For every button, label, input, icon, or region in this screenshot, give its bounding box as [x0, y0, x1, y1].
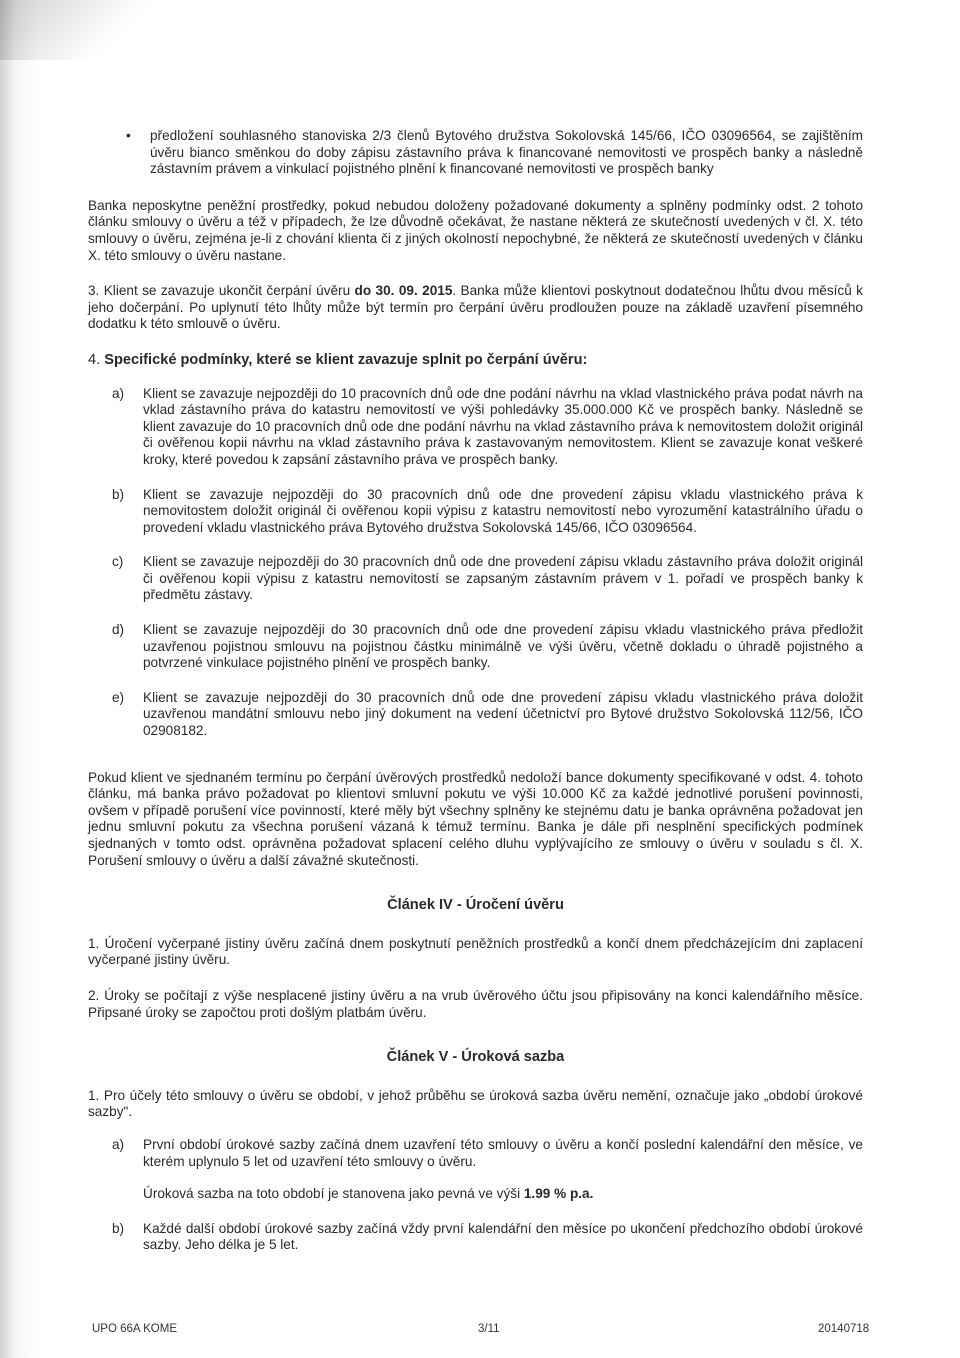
bullet-item — [88, 128, 863, 178]
item-label: e) — [112, 689, 125, 705]
point-3-text-start: 3. Klient se zavazuje ukončit čerpání úvěru — [88, 283, 355, 299]
rate-text: Úroková sazba na toto období je stanovena jako pevná ve výši — [143, 1186, 524, 1202]
paragraph-pokud: Pokud klient ve sjednaném termínu po čerpání úvěrových prostředků nedoloží bance dokumenty specifikované v odst. 4. tohoto článku, má banka právo požadovat po klientovi smluvní pokutu ve výši 10.000 Kč za každé jednotlivé porušení povinnosti, ovšem v případě porušení více povinností, které měly být všechny splněny ke stejnému datu je banka oprávněna požadovat jen jednu smluvní pokutu za všechna porušení vázaná k témuž termínu. Banka je dále při nesplnění specifických podmínek sjednaných v tomto odst. oprávněna požadovat splacení celého dluhu vyplývajícího ze smlouvy o úvěru v souladu s čl. X. Porušení smlouvy o úvěru a další závažné skutečnosti. — [88, 769, 863, 868]
item-text: Klient se zavazuje nejpozději do 10 pracovních dnů ode dne podání návrhu na vklad vlastnického práva podat návrh na vklad zástavního práva do katastru nemovitostí ve výši pohledávky 35.000.000 Kč ve prospěch banky. Následně se klient zavazuje do 10 pracovních dnů ode dne podání návrhu na vklad zástavního práva k nemovitostem doložit originál či ověřenou kopii návrhu na vklad zástavního práva k zastavovaným nemovitostem. Klient se zavazuje konat veškeré kroky, které povedou k zapsání zástavního práva ve prospěch banky. — [143, 385, 863, 467]
point-4-title: Specifické podmínky, které se klient zavazuje splnit po čerpání úvěru: — [104, 351, 588, 368]
article-5-title: Článek V - Úroková sazba — [386, 1049, 565, 1066]
scan-corner-shadow — [0, 0, 160, 60]
interest-rate-note — [88, 1186, 863, 1203]
item-label: a) — [112, 1136, 125, 1152]
bullet-dot-icon: • — [126, 128, 131, 143]
article-5-item-b — [88, 1221, 863, 1254]
footer-date: 20140718 — [818, 1323, 870, 1335]
item-label: d) — [112, 622, 125, 638]
article-5-item-a — [88, 1137, 863, 1170]
point-3-deadline: do 30. 09. 2015 — [354, 283, 453, 299]
point-4-heading — [88, 352, 863, 369]
article-4-point-1: 1. Úročení vyčerpané jistiny úvěru začíná dnem poskytnutí peněžních prostředků a končí dnem předcházejícím dni zaplacení vyčerpané jistiny úvěru. — [88, 935, 863, 968]
paragraph-banka: Banka neposkytne peněžní prostředky, pokud nebudou doloženy požadované dokumenty a splněny podmínky odst. 2 tohoto článku smlouvy o úvěru a též v případech, že lze důvodně očekávat, že nastane některá ze skutečností uvedených v čl. X. této smlouvy o úvěru, zejména je-li z chování klienta či z jiných okolností nepochybné, že některá ze skutečností uvedených v článku X. této smlouvy o úvěru nastane. — [88, 197, 863, 263]
item-text: Klient se zavazuje nejpozději do 30 pracovních dnů ode dne provedení zápisu vkladu zástavního práva doložit originál či ověřenou kopii výpisu z katastru nemovitostí se zapsaným zástavním právem v 1. pořadí ve prospěch banky k předmětu zástavy. — [143, 554, 863, 603]
bullet-text: předložení souhlasného stanoviska 2/3 členů Bytového družstva Sokolovská 145/66, IČO 03096564, se zajištěním úvěru bianco směnkou do doby zápisu zástavního práva k financované nemovitosti ve prospěch banky a následně zástavním právem a vinkulací pojistného plnění k financované nemovitosti ve prospěch banky — [150, 128, 863, 177]
condition-item-e — [88, 690, 863, 740]
item-label: b) — [112, 486, 125, 502]
point-3-text-end: . Banka může klientovi poskytnout dodatečnou lhůtu dvou měsíců k jeho dočerpání. Po uplynutí této lhůty může být termín pro čerpání úvěru prodloužen pouze na základě uzavření písemného dodatku k této smlouvě o úvěru. — [88, 283, 863, 332]
condition-item-c — [88, 554, 863, 604]
point-4-number: 4. — [88, 351, 101, 368]
scan-edge-shadow — [0, 0, 38, 1358]
document-body — [88, 128, 863, 1272]
condition-item-a — [88, 386, 863, 469]
item-text: Klient se zavazuje nejpozději do 30 pracovních dnů ode dne provedení zápisu vkladu vlastnického práva předložit uzavřenou pojistnou smlouvu na pojistnou částku minimálně ve výši úvěru, včetně dokladu o úhradě pojistného a potvrzené vinkulace pojistného plnění ve prospěch banky. — [143, 622, 863, 671]
item-label: a) — [112, 385, 125, 401]
rate-value: 1.99 % p.a. — [523, 1186, 594, 1202]
condition-item-b — [88, 487, 863, 537]
article-5-point-1: 1. Pro účely této smlouvy o úvěru se období, v jehož průběhu se úroková sazba úvěru nemění, označuje jako „období úrokové sazby". — [88, 1087, 863, 1120]
item-label: b) — [112, 1220, 125, 1236]
paragraph-point-3 — [88, 283, 863, 333]
item-text: Klient se zavazuje nejpozději do 30 pracovních dnů ode dne provedení zápisu vkladu vlastnického práva doložit uzavřenou mandátní smlouvu nebo jiný dokument na vedení účetnictví pro Bytové družstvo Sokolovská 112/56, IČO 02908182. — [143, 689, 863, 739]
item-text: Klient se zavazuje nejpozději do 30 pracovních dnů ode dne provedení zápisu vkladu vlastnického práva k nemovitostem doložit originál či ověřenou kopii výpisu z katastru nemovitostí nebo vyrozumění katastrálního úřadu o provedení vkladu vlastnického práva Bytového družstva Sokolovská 145/66, IČO 03096564. — [143, 486, 863, 535]
article-4-point-2: 2. Úroky se počítají z výše nesplacené jistiny úvěru a na vrub úvěrového účtu jsou připisovány na konci kalendářního měsíce. Připsané úroky se započtou proti došlým platbám úvěru. — [88, 987, 863, 1020]
item-text: První období úrokové sazby začíná dnem uzavření této smlouvy o úvěru a končí poslední kalendářní den měsíce, ve kterém uplynulo 5 let od uzavření této smlouvy o úvěru. — [143, 1136, 863, 1169]
footer-page-number: 3/11 — [478, 1323, 500, 1335]
item-text: Každé další období úrokové sazby začíná vždy první kalendářní den měsíce po ukončení předchozího období úrokové sazby. Jeho délka je 5 let. — [143, 1220, 863, 1253]
footer-doc-code: UPO 66A KOME — [92, 1323, 178, 1335]
article-4-title: Článek IV - Úročení úvěru — [387, 897, 564, 914]
item-label: c) — [112, 554, 124, 570]
condition-item-d — [88, 622, 863, 672]
